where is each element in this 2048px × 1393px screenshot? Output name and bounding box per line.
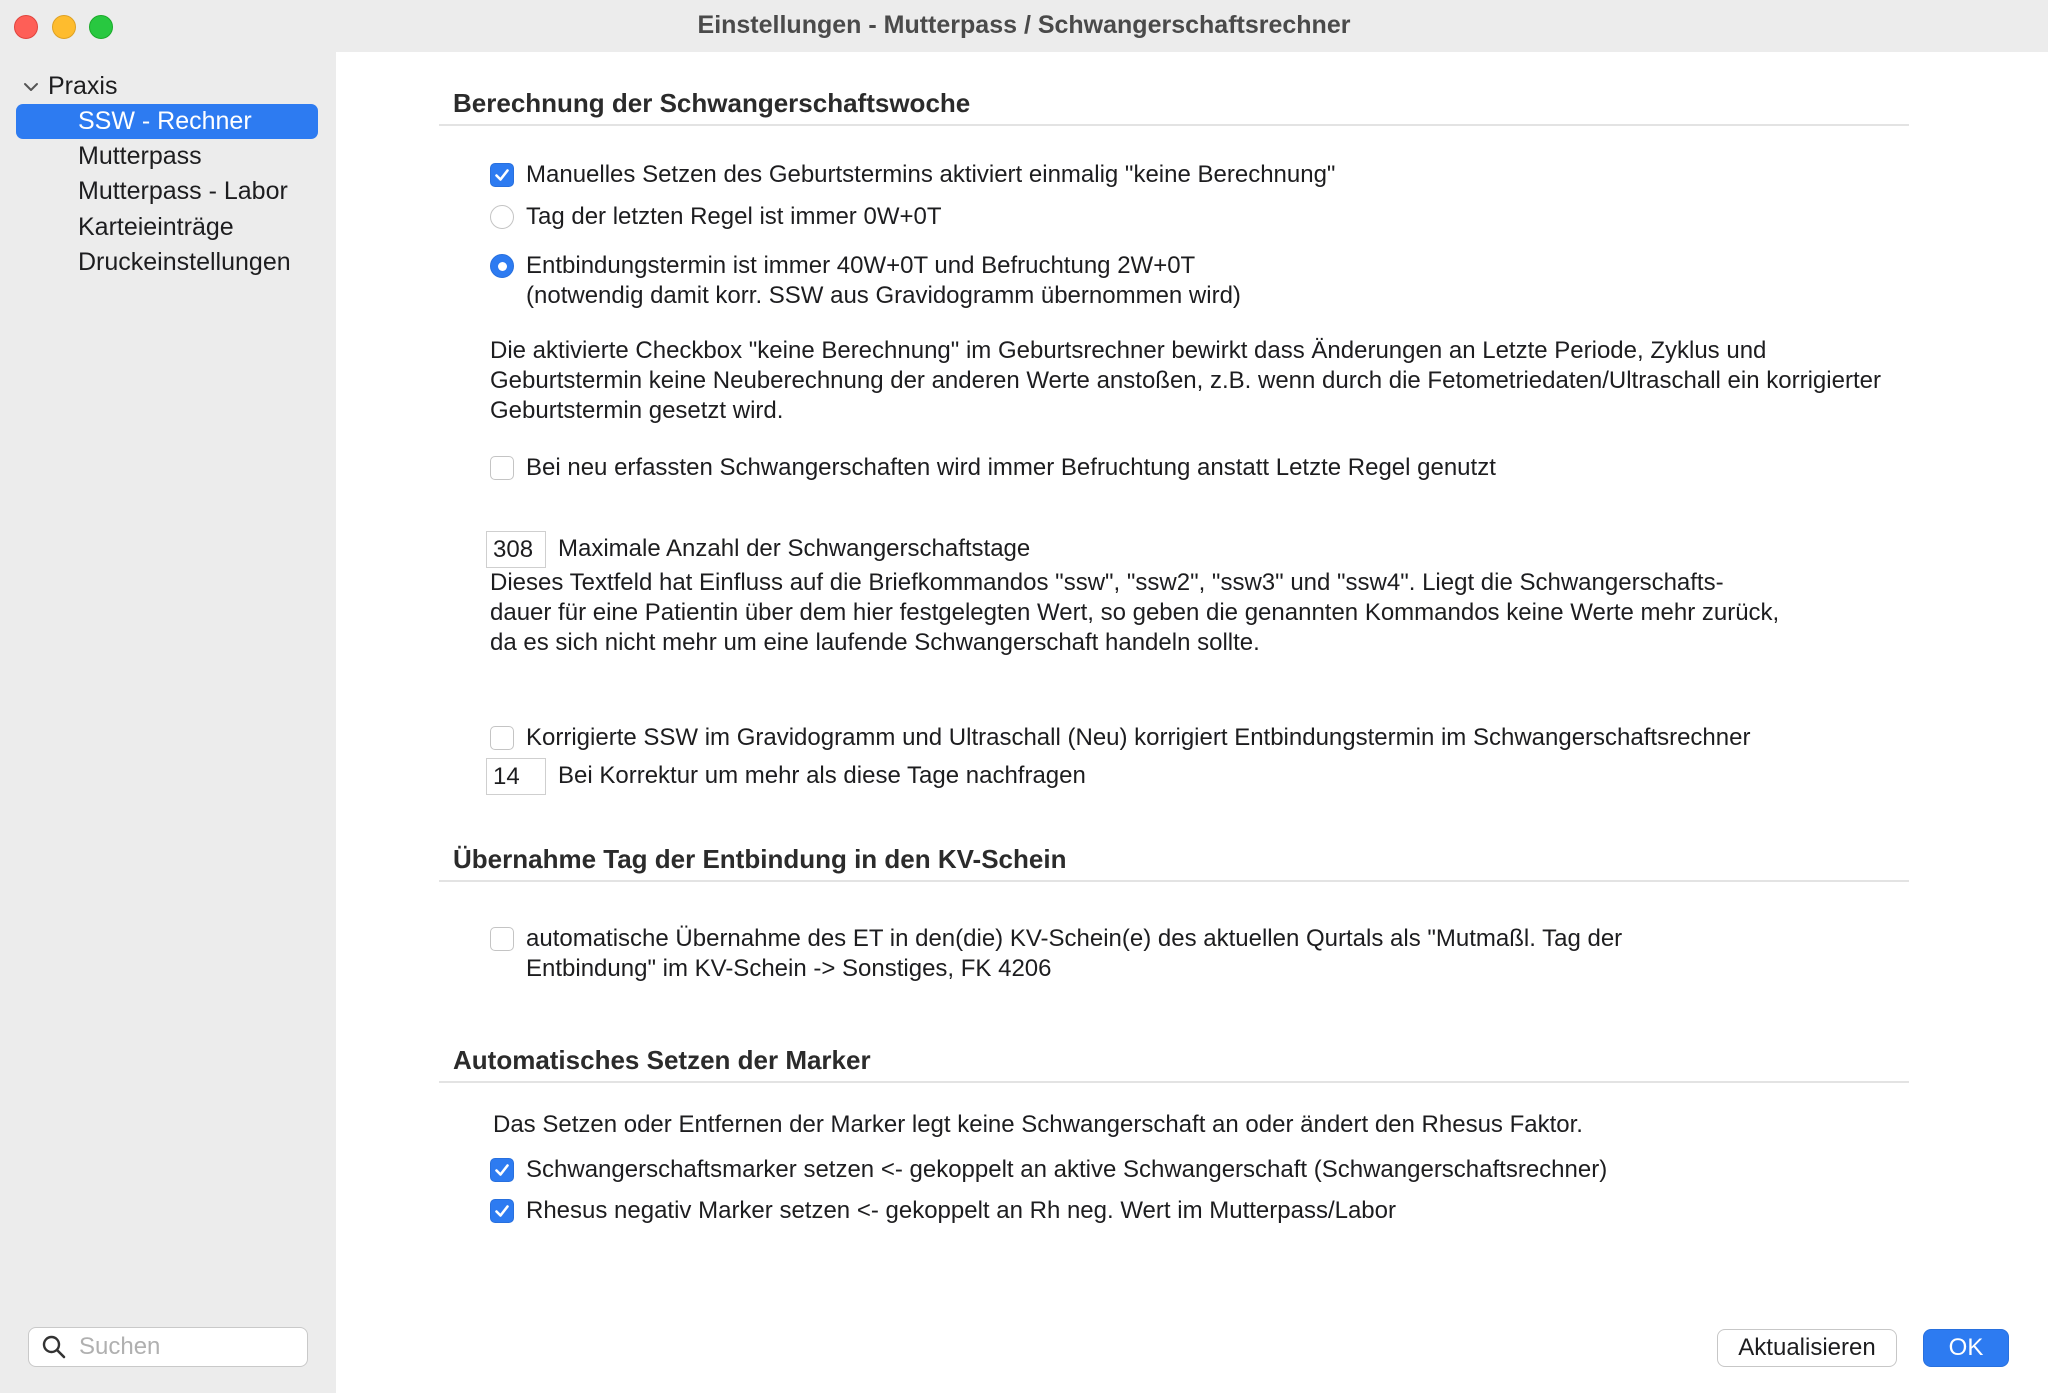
due-date-radio-option[interactable] [490,251,1241,311]
settings-content [336,52,2048,1393]
corrected-ssw-option[interactable] [490,723,1750,753]
sidebar-item-karteieintraege[interactable]: Karteieinträge [78,213,234,241]
auto-kv-label-line2: Entbindung" im KV-Schein -> Sonstiges, FK 4206 [526,955,1052,982]
pregnancy-marker-option[interactable] [490,1155,1607,1185]
section-divider [439,124,1909,126]
search-input[interactable] [77,1332,281,1362]
auto-kv-label [526,924,1622,984]
section-title-calculation: Berechnung der Schwangerschaftswoche [453,88,971,118]
max-days-info-line3: da es sich nicht mehr um eine laufende Schwangerschaft handeln sollte. [490,629,1260,656]
rhesus-marker-option[interactable] [490,1196,1396,1226]
tree-group-label: Praxis [48,72,118,100]
correction-days-label: Bei Korrektur um mehr als diese Tage nachfragen [558,762,1086,789]
sidebar-item-druckeinstellungen[interactable]: Druckeinstellungen [78,248,291,276]
due-date-radio-label [526,251,1241,311]
conception-checkbox[interactable] [490,456,514,480]
manual-due-date-label: Manuelles Setzen des Geburtstermins aktiviert einmalig "keine Berechnung" [526,161,1336,188]
tree-group-praxis[interactable] [20,72,117,101]
pregnancy-marker-checkbox[interactable] [490,1158,514,1182]
section-title-kv-schein: Übernahme Tag der Entbindung in den KV-Schein [453,844,1067,874]
pregnancy-marker-label: Schwangerschaftsmarker setzen <- gekoppelt an aktive Schwangerschaft (Schwangerschaftsrechner) [526,1156,1608,1183]
checkmark-icon [493,1161,511,1179]
max-days-field[interactable]: 308 [486,531,546,568]
refresh-button[interactable]: Aktualisieren [1717,1329,1897,1367]
search-icon [41,1334,67,1360]
lmp-radio-label: Tag der letzten Regel ist immer 0W+0T [526,203,942,230]
title-bar [0,0,2048,52]
search-field[interactable] [28,1327,308,1367]
corrected-ssw-label: Korrigierte SSW im Gravidogramm und Ultraschall (Neu) korrigiert Entbindungstermin im Schwangerschaftsrechner [526,724,1751,751]
rhesus-marker-label: Rhesus negativ Marker setzen <- gekoppelt an Rh neg. Wert im Mutterpass/Labor [526,1197,1396,1224]
due-date-radio[interactable] [490,254,514,278]
section-divider [439,880,1909,882]
rhesus-marker-checkbox[interactable] [490,1199,514,1223]
due-date-radio-label-line1: Entbindungstermin ist immer 40W+0T und Befruchtung 2W+0T [526,252,1196,279]
no-calculation-info-text: Die aktivierte Checkbox "keine Berechnung" im Geburtsrechner bewirkt dass Änderungen an Letzte Periode, Zyklus und Geburtstermin keine Neuberechnung der anderen Werte anstoßen, z.B. wenn durch die Fetometriedaten/Ultraschall ein korrigierter Geburtstermin gesetzt wird. [490,337,1881,424]
markers-info-text: Das Setzen oder Entfernen der Marker legt keine Schwangerschaft an oder ändert den Rhesus Faktor. [493,1111,1583,1138]
sidebar-item-mutterpass-labor[interactable]: Mutterpass - Labor [78,177,288,205]
correction-days-field[interactable]: 14 [486,758,546,795]
conception-label: Bei neu erfassten Schwangerschaften wird immer Befruchtung anstatt Letzte Regel genutzt [526,454,1496,481]
section-title-markers: Automatisches Setzen der Marker [453,1045,871,1075]
max-days-label: Maximale Anzahl der Schwangerschaftstage [558,535,1031,562]
auto-kv-option[interactable] [490,924,1622,984]
sidebar [0,52,336,1393]
corrected-ssw-checkbox[interactable] [490,726,514,750]
manual-due-date-option[interactable] [490,160,1335,190]
auto-kv-checkbox[interactable] [490,927,514,951]
auto-kv-label-line1: automatische Übernahme des ET in den(die) KV-Schein(e) des aktuellen Qurtals als "Mutmaßl. Tag der [526,925,1623,952]
lmp-radio-option[interactable] [490,202,942,232]
ok-button[interactable]: OK [1923,1329,2009,1367]
window-title: Einstellungen - Mutterpass / Schwangerschaftsrechner [697,11,1351,39]
due-date-radio-label-line2: (notwendig damit korr. SSW aus Gravidogramm übernommen wird) [526,282,1241,309]
max-days-info-line1: Dieses Textfeld hat Einfluss auf die Briefkommandos "ssw", "ssw2", "ssw3" und "ssw4". Liegt die Schwangerschafts- [490,569,1724,596]
conception-option[interactable] [490,453,1496,483]
sidebar-item-mutterpass[interactable]: Mutterpass [78,142,202,170]
sidebar-item-ssw-rechner[interactable]: SSW - Rechner [16,104,318,139]
lmp-radio[interactable] [490,205,514,229]
section-divider [439,1081,1909,1083]
chevron-down-icon[interactable] [20,76,42,98]
max-days-info-text [490,568,1910,658]
manual-due-date-checkbox[interactable] [490,163,514,187]
checkmark-icon [493,1202,511,1220]
max-days-info-line2: dauer für eine Patientin über dem hier festgelegten Wert, so geben die genannten Kommandos keine Werte mehr zurück, [490,599,1780,626]
checkmark-icon [493,166,511,184]
